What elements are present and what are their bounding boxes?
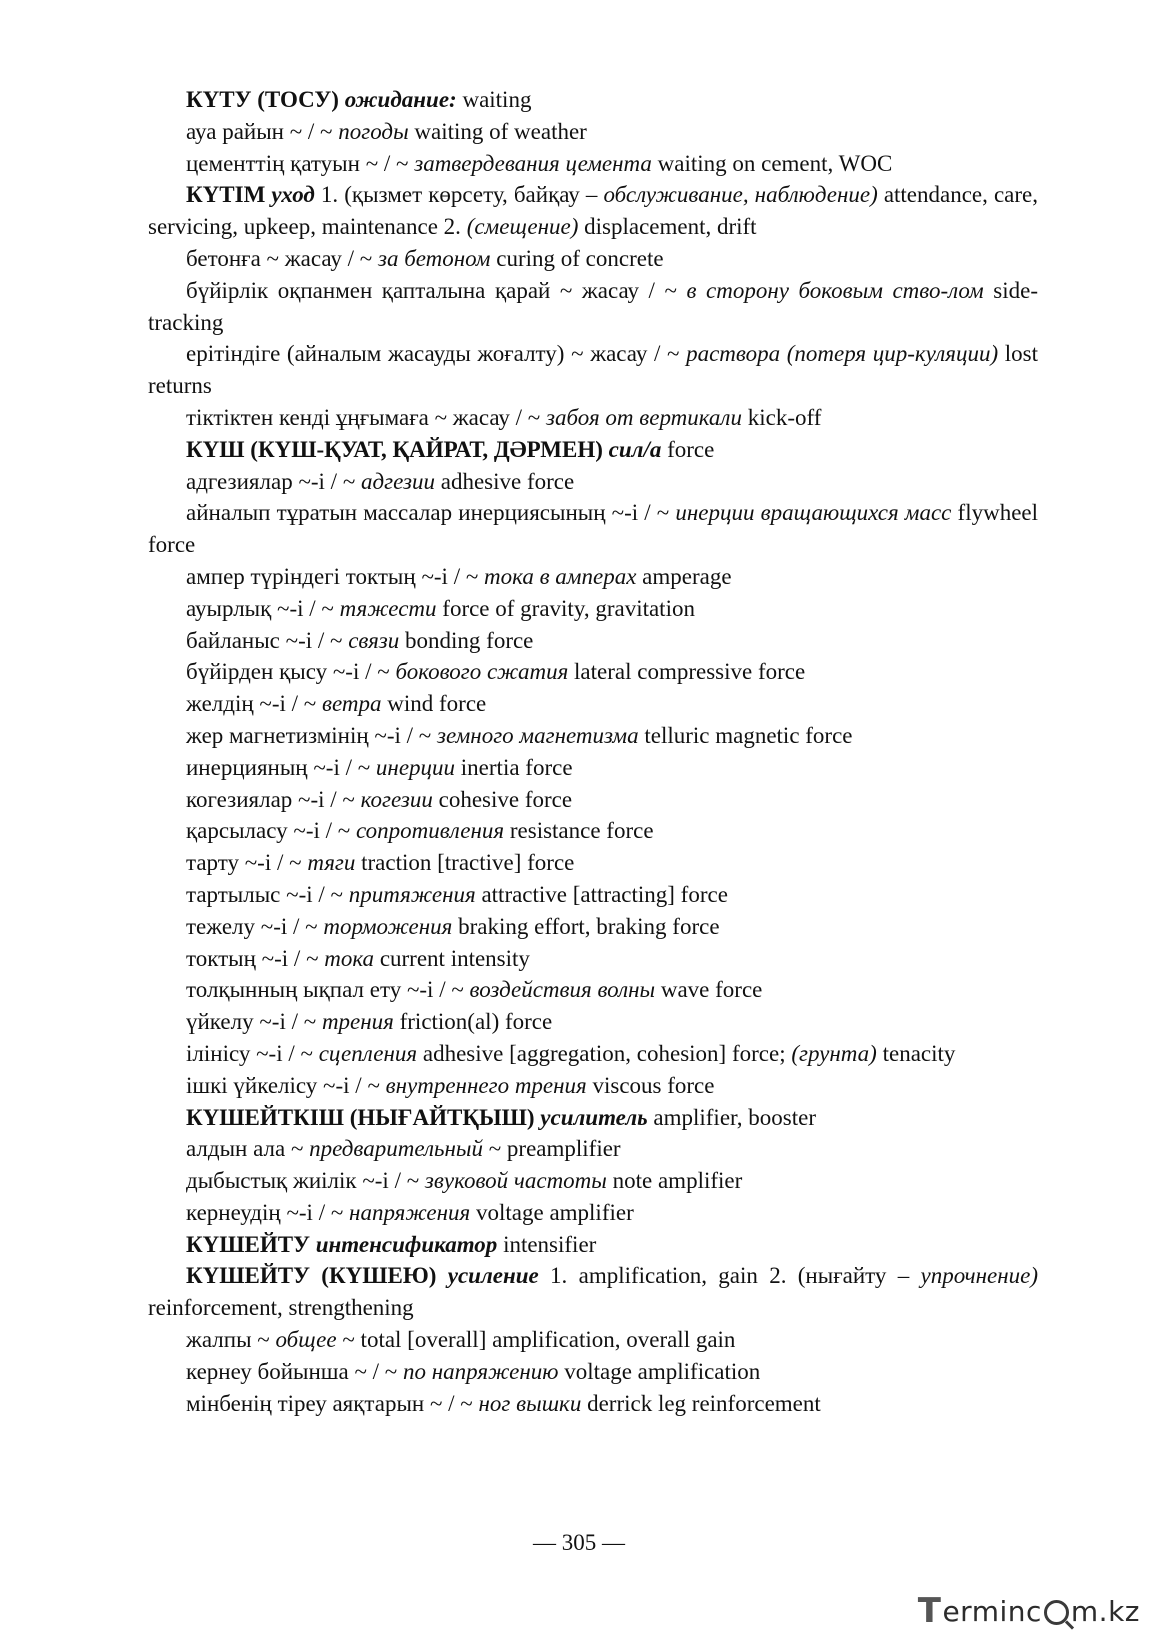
entry-13: байланыс ~-і / ~ связи bonding force: [186, 627, 534, 653]
entry-11: ампер түріндегі токтың ~-і / ~ тока в амперах amperage: [186, 563, 732, 589]
termincom-watermark-logo: [918, 1591, 1140, 1631]
entry-25: үйкелу ~-і / ~ трения friction(al) force: [186, 1009, 553, 1035]
magnifier-icon: [1044, 1600, 1069, 1625]
entry-30: дыбыстық жиілік ~-і / ~ звуковой частоты note amplifier: [186, 1168, 743, 1194]
entry-33: КҮШЕЙТУ (КҮШЕЮ) усиление 1. amplification, gain 2. (нығайту – упрочнение) reinforcement, strengthening: [148, 1263, 1038, 1321]
entry-6: ерітіндіге (айналым жасауды жоғалту) ~ жасау / ~ раствора (потеря цир-куляции) lost returns: [148, 341, 1038, 399]
entry-32: КҮШЕЙТУ интенсификатор intensifier: [186, 1231, 597, 1257]
entry-9: адгезиялар ~-і / ~ адгезии adhesive force: [186, 468, 575, 494]
entry-14: бүйірден қысу ~-і / ~ бокового сжатия lateral compressive force: [186, 659, 806, 685]
entry-27: ішкі үйкелісу ~-і / ~ внутреннего трения viscous force: [186, 1072, 715, 1098]
entry-19: қарсыласу ~-і / ~ сопротивления resistance force: [186, 818, 654, 844]
entry-16: жер магнетизмінің ~-і / ~ земного магнетизма telluric magnetic force: [186, 722, 853, 748]
entry-21: тартылыс ~-і / ~ притяжения attractive [attracting] force: [186, 881, 728, 907]
entry-5: бүйірлік оқпанмен қапталына қарай ~ жасау / ~ в сторону боковым ство-лом side-tracking: [148, 277, 1038, 335]
entry-20: тарту ~-і / ~ тяги traction [tractive] force: [186, 850, 575, 876]
entry-35: кернеу бойынша ~ / ~ по напряжению voltage amplification: [186, 1358, 761, 1384]
watermark-text-b: m.kz: [1070, 1594, 1140, 1628]
entry-1: ауа райын ~ / ~ погоды waiting of weather: [186, 118, 587, 144]
entry-23: токтың ~-і / ~ тока current intensity: [186, 945, 530, 971]
watermark-text-a: erminc: [942, 1594, 1042, 1628]
watermark-letter-t: T: [917, 1591, 942, 1631]
entry-0: КҮТУ (ТОСУ) ожидание: waiting: [186, 87, 532, 112]
entry-15: желдің ~-і / ~ ветра wind force: [186, 691, 487, 717]
entry-7: тіктіктен кенді ұңғымаға ~ жасау / ~ забоя от вертикали kick-off: [186, 404, 822, 430]
dictionary-text: [148, 84, 1038, 1419]
entry-17: инерцияның ~-і / ~ инерции inertia force: [186, 754, 573, 780]
entry-3: КҮТІМ уход 1. (қызмет көрсету, байқау – обслуживание, наблюдение) attendance, care, servicing, upkeep, maintenance 2. (смещение) displacement, drift: [148, 182, 1039, 240]
entry-31: кернеудің ~-і / ~ напряжения voltage amplifier: [186, 1199, 634, 1225]
entry-34: жалпы ~ общее ~ total [overall] amplification, overall gain: [186, 1327, 736, 1353]
entry-18: когезиялар ~-і / ~ когезии cohesive force: [186, 786, 573, 812]
entry-29: алдын ала ~ предварительный ~ preamplifier: [186, 1136, 621, 1162]
page-number: — 305 —: [533, 1530, 625, 1555]
entry-2: цементтің қатуын ~ / ~ затвердевания цемента waiting on cement, WOC: [186, 150, 893, 176]
entry-28: КҮШЕЙТКІШ (НЫҒАЙТҚЫШ) усилитель amplifier, booster: [186, 1104, 816, 1130]
entry-24: толқынның ықпал ету ~-і / ~ воздействия волны wave force: [186, 977, 763, 1003]
entry-8: КҮШ (КҮШ-ҚУАТ, ҚАЙРАТ, ДӘРМЕН) сил/а force: [186, 436, 715, 462]
entry-4: бетонға ~ жасау / ~ за бетоном curing of concrete: [186, 245, 664, 271]
entry-10: айналып тұратын массалар инерциясының ~-і / ~ инерции вращающихся масс flywheel force: [148, 500, 1039, 558]
entry-22: тежелу ~-і / ~ торможения braking effort, braking force: [186, 913, 720, 939]
entry-12: ауырлық ~-і / ~ тяжести force of gravity, gravitation: [186, 595, 695, 621]
entry-26: ілінісу ~-і / ~ сцепления adhesive [aggregation, cohesion] force; (грунта) tenacity: [186, 1040, 956, 1066]
entry-36: мінбенің тіреу аяқтарын ~ / ~ ног вышки derrick leg reinforcement: [186, 1390, 821, 1416]
